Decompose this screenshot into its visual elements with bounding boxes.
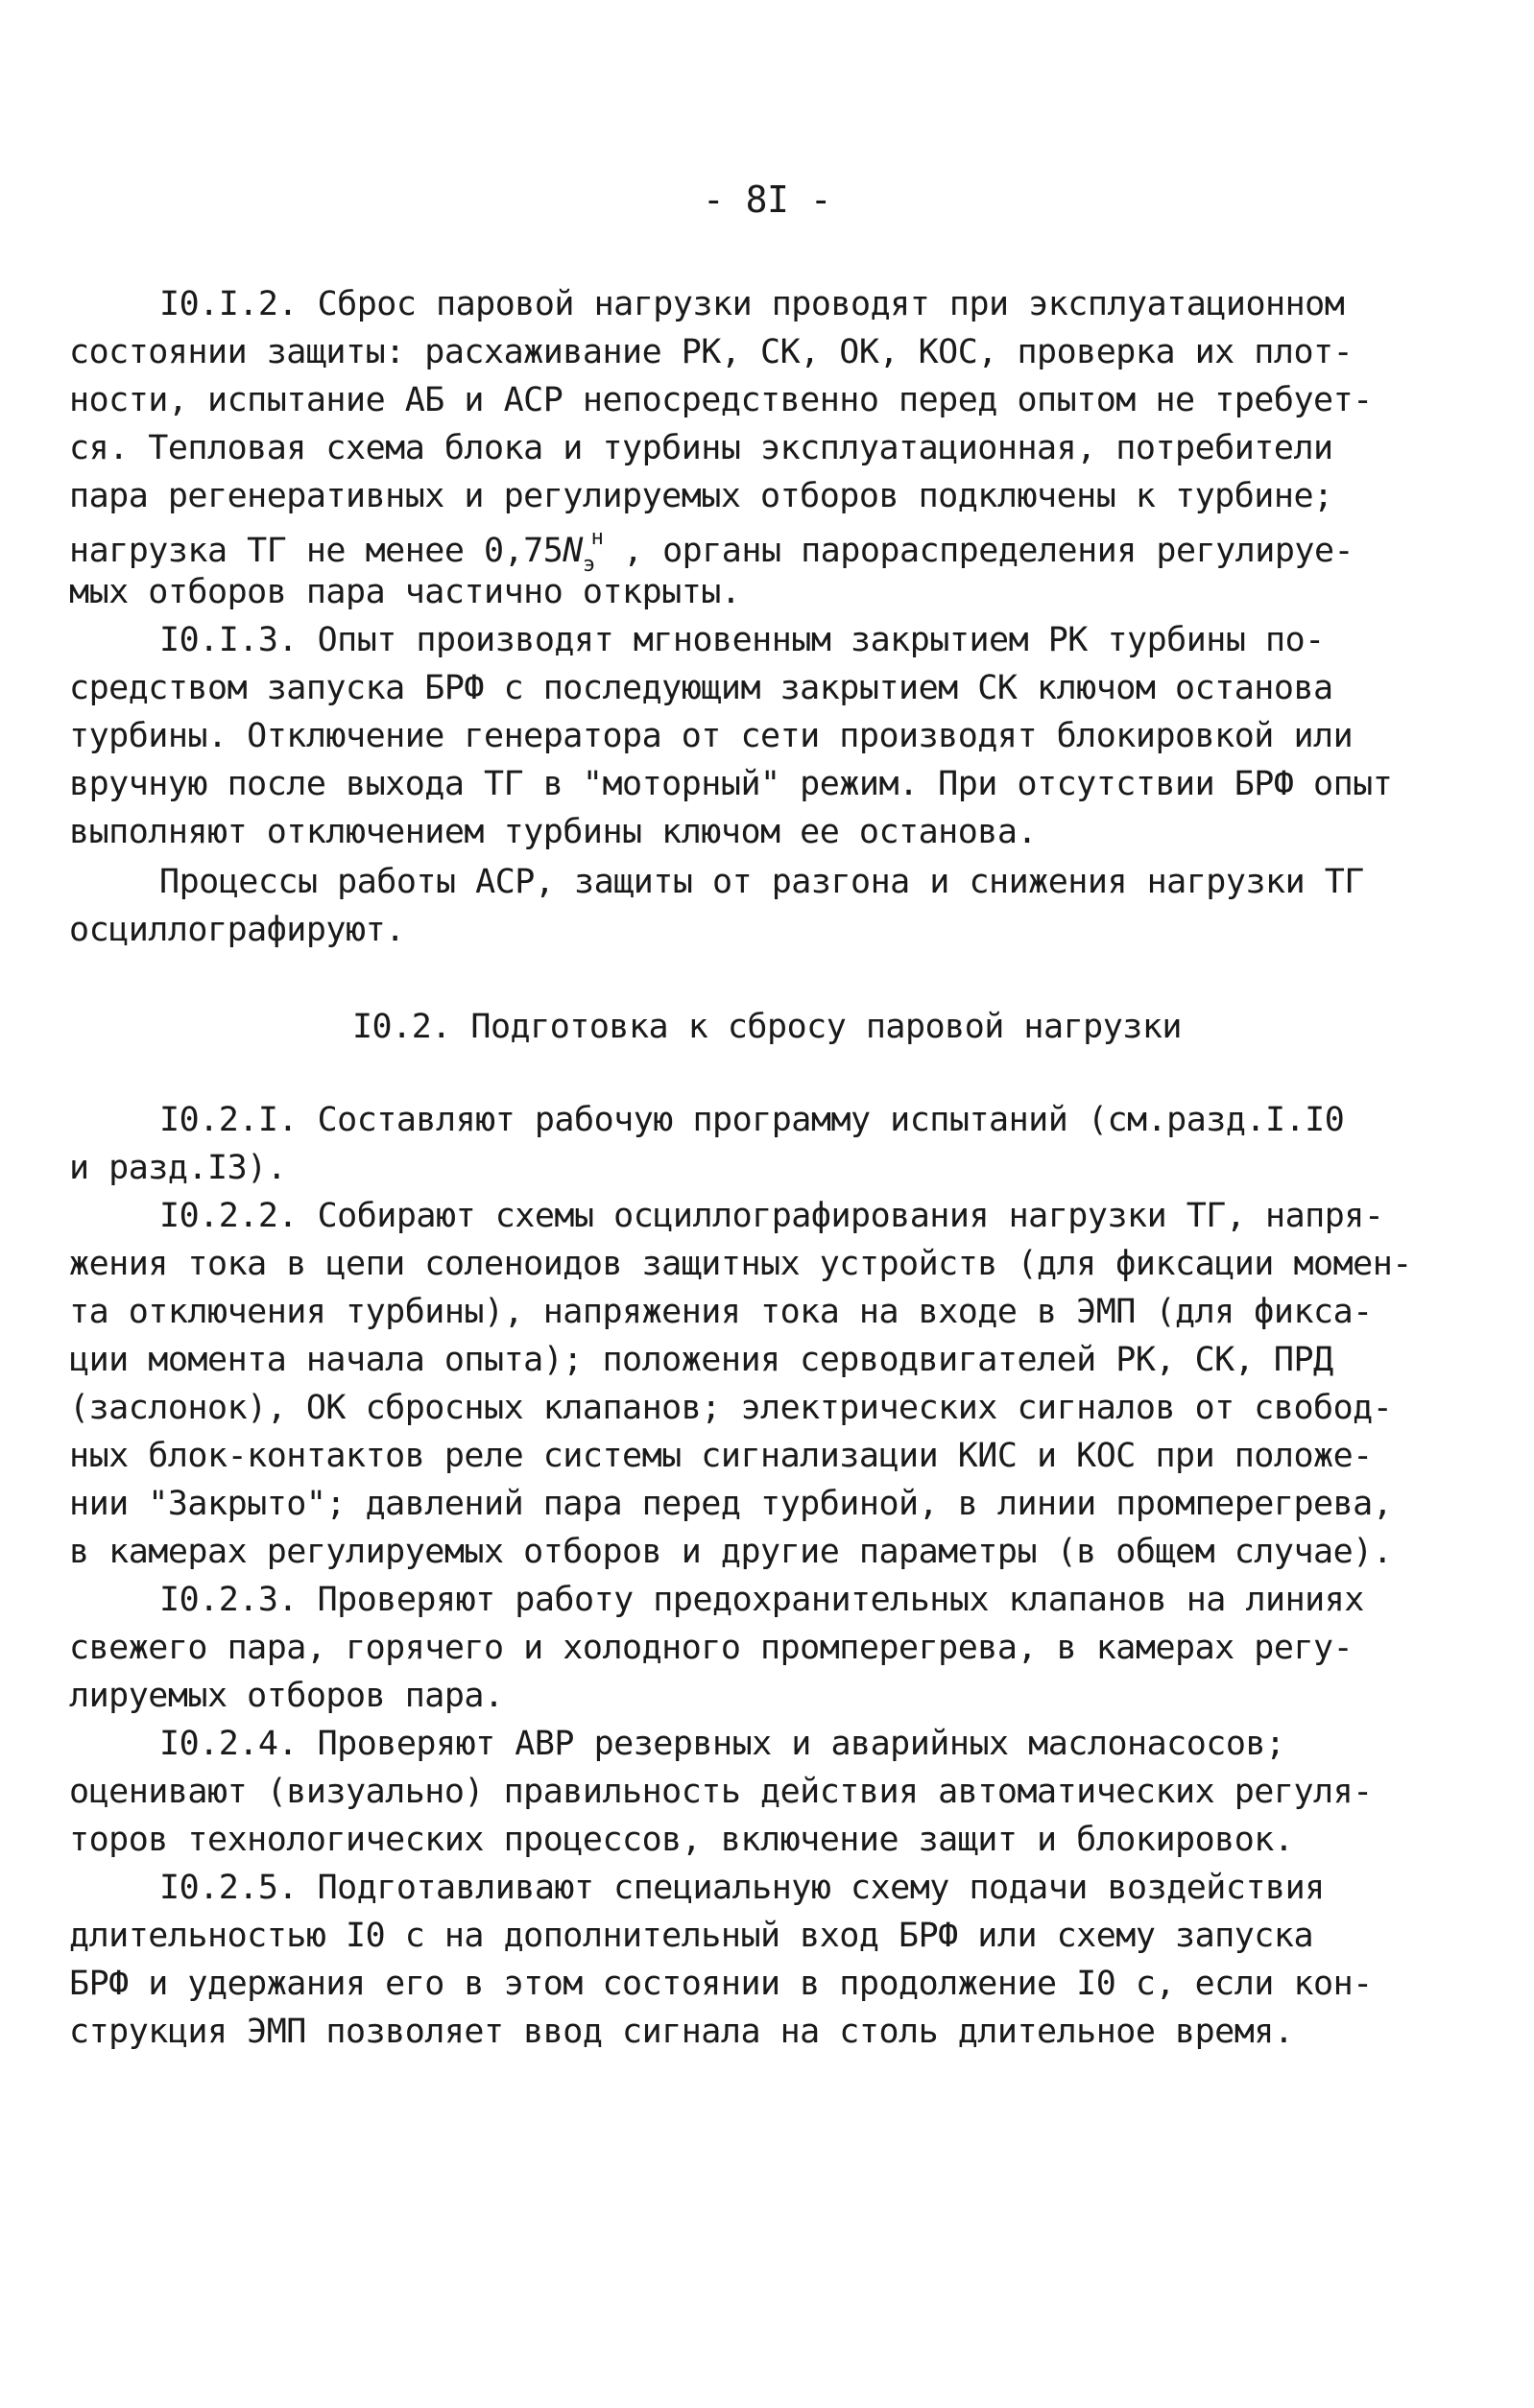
paragraph-line: струкция ЭМП позволяет ввод сигнала на столь длительное время. (69, 2013, 1294, 2051)
paragraph-line: нии "Закрыто"; давлений пара перед турбиной, в линии промперегрева, (69, 1485, 1393, 1523)
paragraph-line: в камерах регулируемых отборов и другие параметры (в общем случае). (69, 1533, 1393, 1571)
paragraph-line: I0.I.3. Опыт производят мгновенным закрытием РК турбины по- (159, 621, 1325, 659)
paragraph-line-end: , органы парораспределения регулируе- (622, 532, 1354, 570)
paragraph-line: I0.2.5. Подготавливают специальную схему подачи воздействия (159, 1869, 1325, 1907)
paragraph-line: свежего пара, горячего и холодного промперегрева, в камерах регу- (69, 1629, 1354, 1667)
paragraph-line: I0.2.3. Проверяют работу предохранительных клапанов на линиях (159, 1581, 1364, 1619)
paragraph-line: жения тока в цепи соленоидов защитных устройств (для фиксации момен- (69, 1245, 1412, 1283)
paragraph-line: Процессы работы АСР, защиты от разгона и снижения нагрузки ТГ (159, 863, 1364, 901)
formula-nominal-power (563, 526, 604, 577)
paragraph-line: та отключения турбины), напряжения тока на входе в ЭМП (для фикса- (69, 1293, 1373, 1331)
paragraph-line: ции момента начала опыта); положения серводвигателей РК, СК, ПРД (69, 1341, 1333, 1379)
paragraph-line: турбины. Отключение генератора от сети производят блокировкой или (69, 717, 1354, 755)
paragraph-line: мых отборов пара частично открыты. (69, 573, 741, 611)
section-heading: I0.2. Подготовка к сбросу паровой нагрузки (351, 1008, 1182, 1046)
paragraph-line: средством запуска БРФ с последующим закрытием СК ключом останова (69, 669, 1333, 707)
paragraph-line: I0.2.4. Проверяют АВР резервных и аварийных маслонасосов; (159, 1725, 1285, 1763)
paragraph-line: БРФ и удержания его в этом состоянии в продолжение I0 с, если кон- (69, 1965, 1373, 2003)
paragraph-line-with-formula (69, 528, 1354, 576)
paragraph-line: осциллографируют. (69, 911, 405, 949)
formula-superscript: н (590, 526, 604, 550)
paragraph-line-start: нагрузка ТГ не менее 0,75 (69, 532, 563, 570)
paragraph-line: лируемых отборов пара. (69, 1677, 504, 1715)
page-number: - 8I - (702, 179, 832, 221)
paragraph-line: оценивают (визуально) правильность действия автоматических регуля- (69, 1773, 1373, 1811)
paragraph-line: I0.I.2. Сброс паровой нагрузки проводят при эксплуатационном (159, 285, 1345, 323)
paragraph-line: вручную после выхода ТГ в "моторный" режим. При отсутствии БРФ опыт (69, 765, 1393, 803)
paragraph-line: торов технологических процессов, включение защит и блокировок. (69, 1821, 1294, 1859)
paragraph-line: I0.2.2. Собирают схемы осциллографирования нагрузки ТГ, напря- (159, 1197, 1384, 1235)
paragraph-line: состоянии защиты: расхаживание РК, СК, ОК, КОС, проверка их плот- (69, 333, 1354, 371)
paragraph-line: ных блок-контактов реле системы сигнализации КИС и КОС при положе- (69, 1437, 1373, 1475)
paragraph-line: I0.2.I. Составляют рабочую программу испытаний (см.разд.I.I0 (159, 1101, 1345, 1139)
paragraph-line: пара регенеративных и регулируемых отборов подключены к турбине; (69, 477, 1333, 515)
paragraph-line: (заслонок), ОК сбросных клапанов; электрических сигналов от свобод- (69, 1389, 1393, 1427)
formula-subscript: э (582, 553, 595, 577)
paragraph-line: и разд.I3). (69, 1149, 287, 1187)
paragraph-line: ности, испытание АБ и АСР непосредственно перед опытом не требует- (69, 381, 1373, 419)
paragraph-line: выполняют отключением турбины ключом ее останова. (69, 813, 1038, 851)
formula-base: N (563, 532, 583, 570)
paragraph-line: длительностью I0 с на дополнительный вход БРФ или схему запуска (69, 1917, 1314, 1955)
paragraph-line: ся. Тепловая схема блока и турбины эксплуатационная, потребители (69, 429, 1333, 467)
